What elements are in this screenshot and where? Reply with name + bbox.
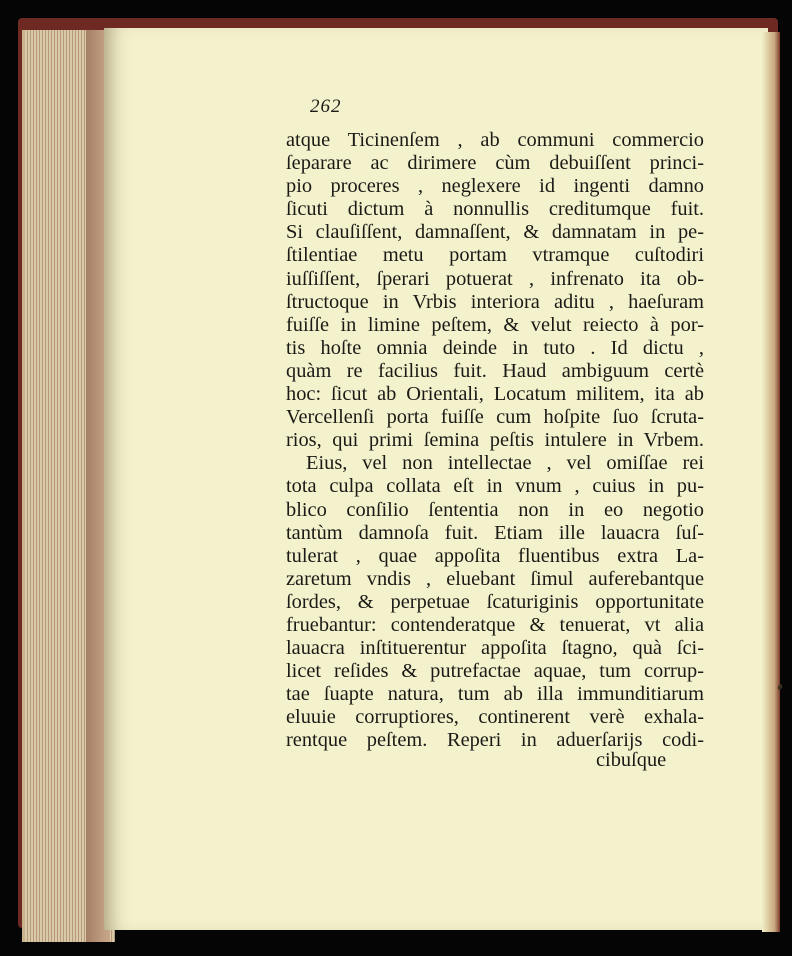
text-line: ſtructoque in Vrbis interiora aditu , haeſuram [286,290,704,313]
text-line: atque Ticinenſem , ab communi commercio [286,129,704,151]
text-line: iuſſiſſent, ſperari potuerat , infrenato ita ob- [286,267,704,290]
text-line: ſeparare ac dirimere cùm debuiſſent princi- [286,152,704,175]
text-line: blico conſilio ſententia non in eo negotio [286,498,704,521]
text-line: tota culpa collata eſt in vnum , cuius in pu- [286,475,704,498]
text-line: lauacra inſtituerentur appoſita ſtagno, quà ſci- [286,637,704,660]
text-line: tis hoſte omnia deinde in tuto . Id dictu , [286,336,704,359]
page-number: 262 [310,96,342,117]
text-line: quàm re facilius fuit. Haud ambiguum certè [286,359,704,382]
text-line: Si clauſiſſent, damnaſſent, & damnatam in pe- [286,221,704,244]
text-line: ſtilentiae metu portam vtramque cuſtodiri [286,244,704,267]
right-page-edge [762,32,780,932]
text-line: tantùm damnoſa fuit. Etiam ille lauacra ſuſ- [286,521,704,544]
text-line: pio proceres , neglexere id ingenti damno [286,175,704,198]
text-line: hoc: ſicut ab Orientali, Locatum militem, ita ab [286,383,704,406]
body-text [286,129,704,753]
text-line: fruebantur: contenderatque & tenuerat, vt alia [286,613,704,636]
text-line: Vercellenſi porta fuiſſe cum hoſpite ſuo ſcruta- [286,406,704,429]
catchword: cibuſque [596,749,667,771]
text-line: tulerat , quae appoſita fluentibus extra La- [286,544,704,567]
text-line: rios, qui primi ſemina peſtis intulere in Vrbem. [286,429,704,452]
text-line: Eius, vel non intellectae , vel omiſſae rei [306,452,704,475]
text-line: ſordes, & perpetuae ſcaturiginis opportunitate [286,590,704,613]
text-line: zaretum vndis , eluebant ſimul auferebantque [286,567,704,590]
text-line: licet reſides & putrefactae aquae, tum corrup- [286,660,704,683]
text-line: eluuie corruptiores, continerent verè exhala- [286,706,704,729]
ink-speck [777,683,783,690]
text-line: ſicuti dictum à nonnullis creditumque fuit. [286,198,704,221]
text-line: fuiſſe in limine peſtem, & velut reiecto à por- [286,313,704,336]
text-line: tae ſuapte natura, tum ab illa immunditiarum [286,683,704,706]
text-line: rentque peſtem. Reperi in aduerſarijs codi- [286,729,704,752]
